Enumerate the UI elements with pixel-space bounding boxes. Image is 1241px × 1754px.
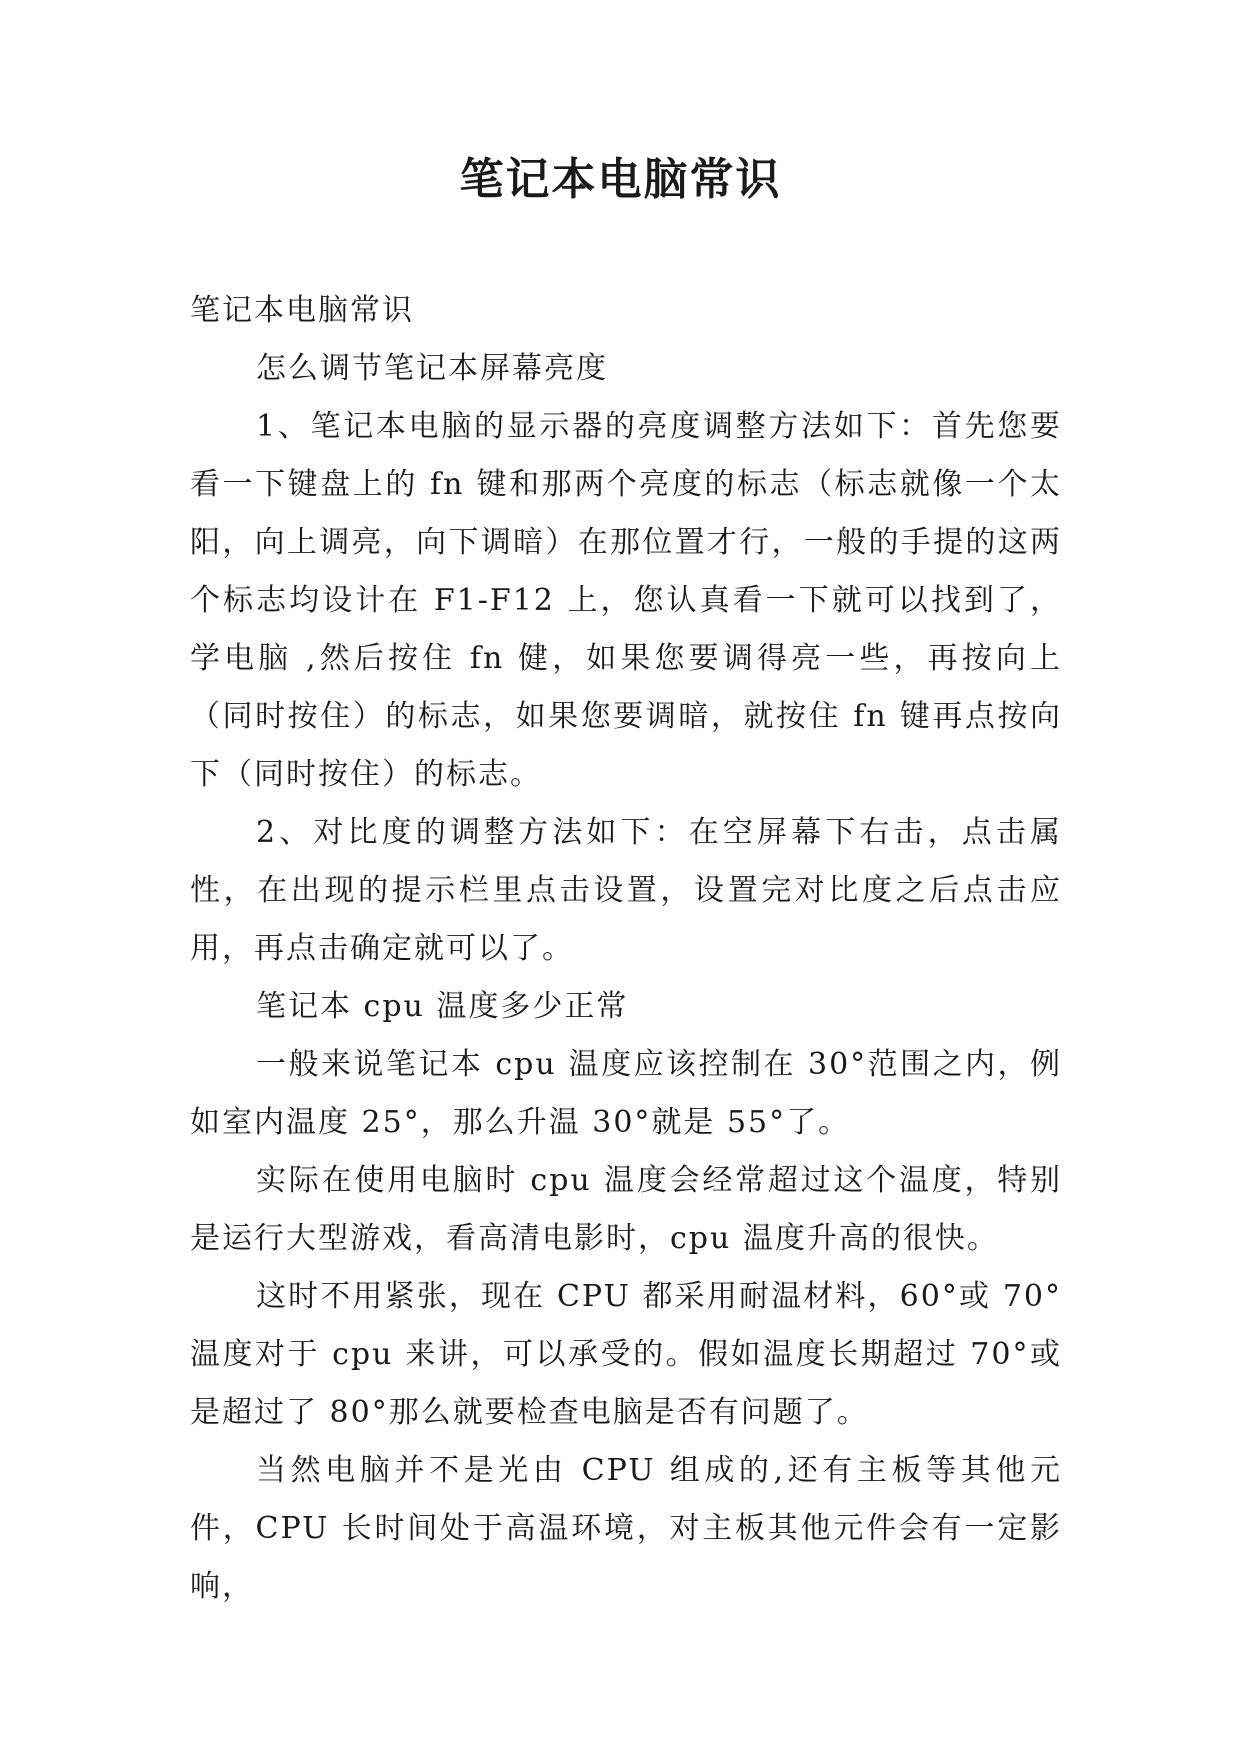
paragraph-cpu-normal-range: 一般来说笔记本 cpu 温度应该控制在 30°范围之内，例如室内温度 25°，那么升温 30°就是 55°了。: [190, 1047, 1062, 1140]
paragraph-brightness-method: 1、笔记本电脑的显示器的亮度调整方法如下：首先您要看一下键盘上的 fn 键和那两个亮度的标志（标志就像一个太阳，向上调亮，向下调暗）在那位置才行，一般的手提的这两个标志均设计在 F1-F12 上，您认真看一下就可以找到了，学电脑 ,然后按住 fn 健，如果您要调得亮一些，再按向上（同时按住）的标志，如果您要调暗，就按住 fn 键再点按向下（同时按住）的标志。: [190, 409, 1062, 792]
subheading-brightness: 怎么调节笔记本屏幕亮度: [256, 351, 608, 386]
paragraph-cpu-tolerance: 这时不用紧张，现在 CPU 都采用耐温材料，60°或 70°温度对于 cpu 来讲，可以承受的。假如温度长期超过 70°或是超过了 80°那么就要检查电脑是否有问题了。: [190, 1279, 1062, 1430]
paragraph-contrast-method: 2、对比度的调整方法如下：在空屏幕下右击，点击属性，在出现的提示栏里点击设置，设置完对比度之后点击应用，再点击确定就可以了。: [190, 815, 1062, 966]
document-body: [190, 282, 1062, 1616]
paragraph-cpu-usage: 实际在使用电脑时 cpu 温度会经常超过这个温度，特别是运行大型游戏，看高清电影时，cpu 温度升高的很快。: [190, 1163, 1062, 1256]
paragraph-cpu-motherboard: 当然电脑并不是光由 CPU 组成的,还有主板等其他元件，CPU 长时间处于高温环境，对主板其他元件会有一定影响，: [190, 1453, 1062, 1604]
subheading-cpu-temperature: 笔记本 cpu 温度多少正常: [256, 989, 629, 1024]
document-title: 笔记本电脑常识: [459, 154, 782, 205]
section-heading: 笔记本电脑常识: [190, 293, 414, 328]
